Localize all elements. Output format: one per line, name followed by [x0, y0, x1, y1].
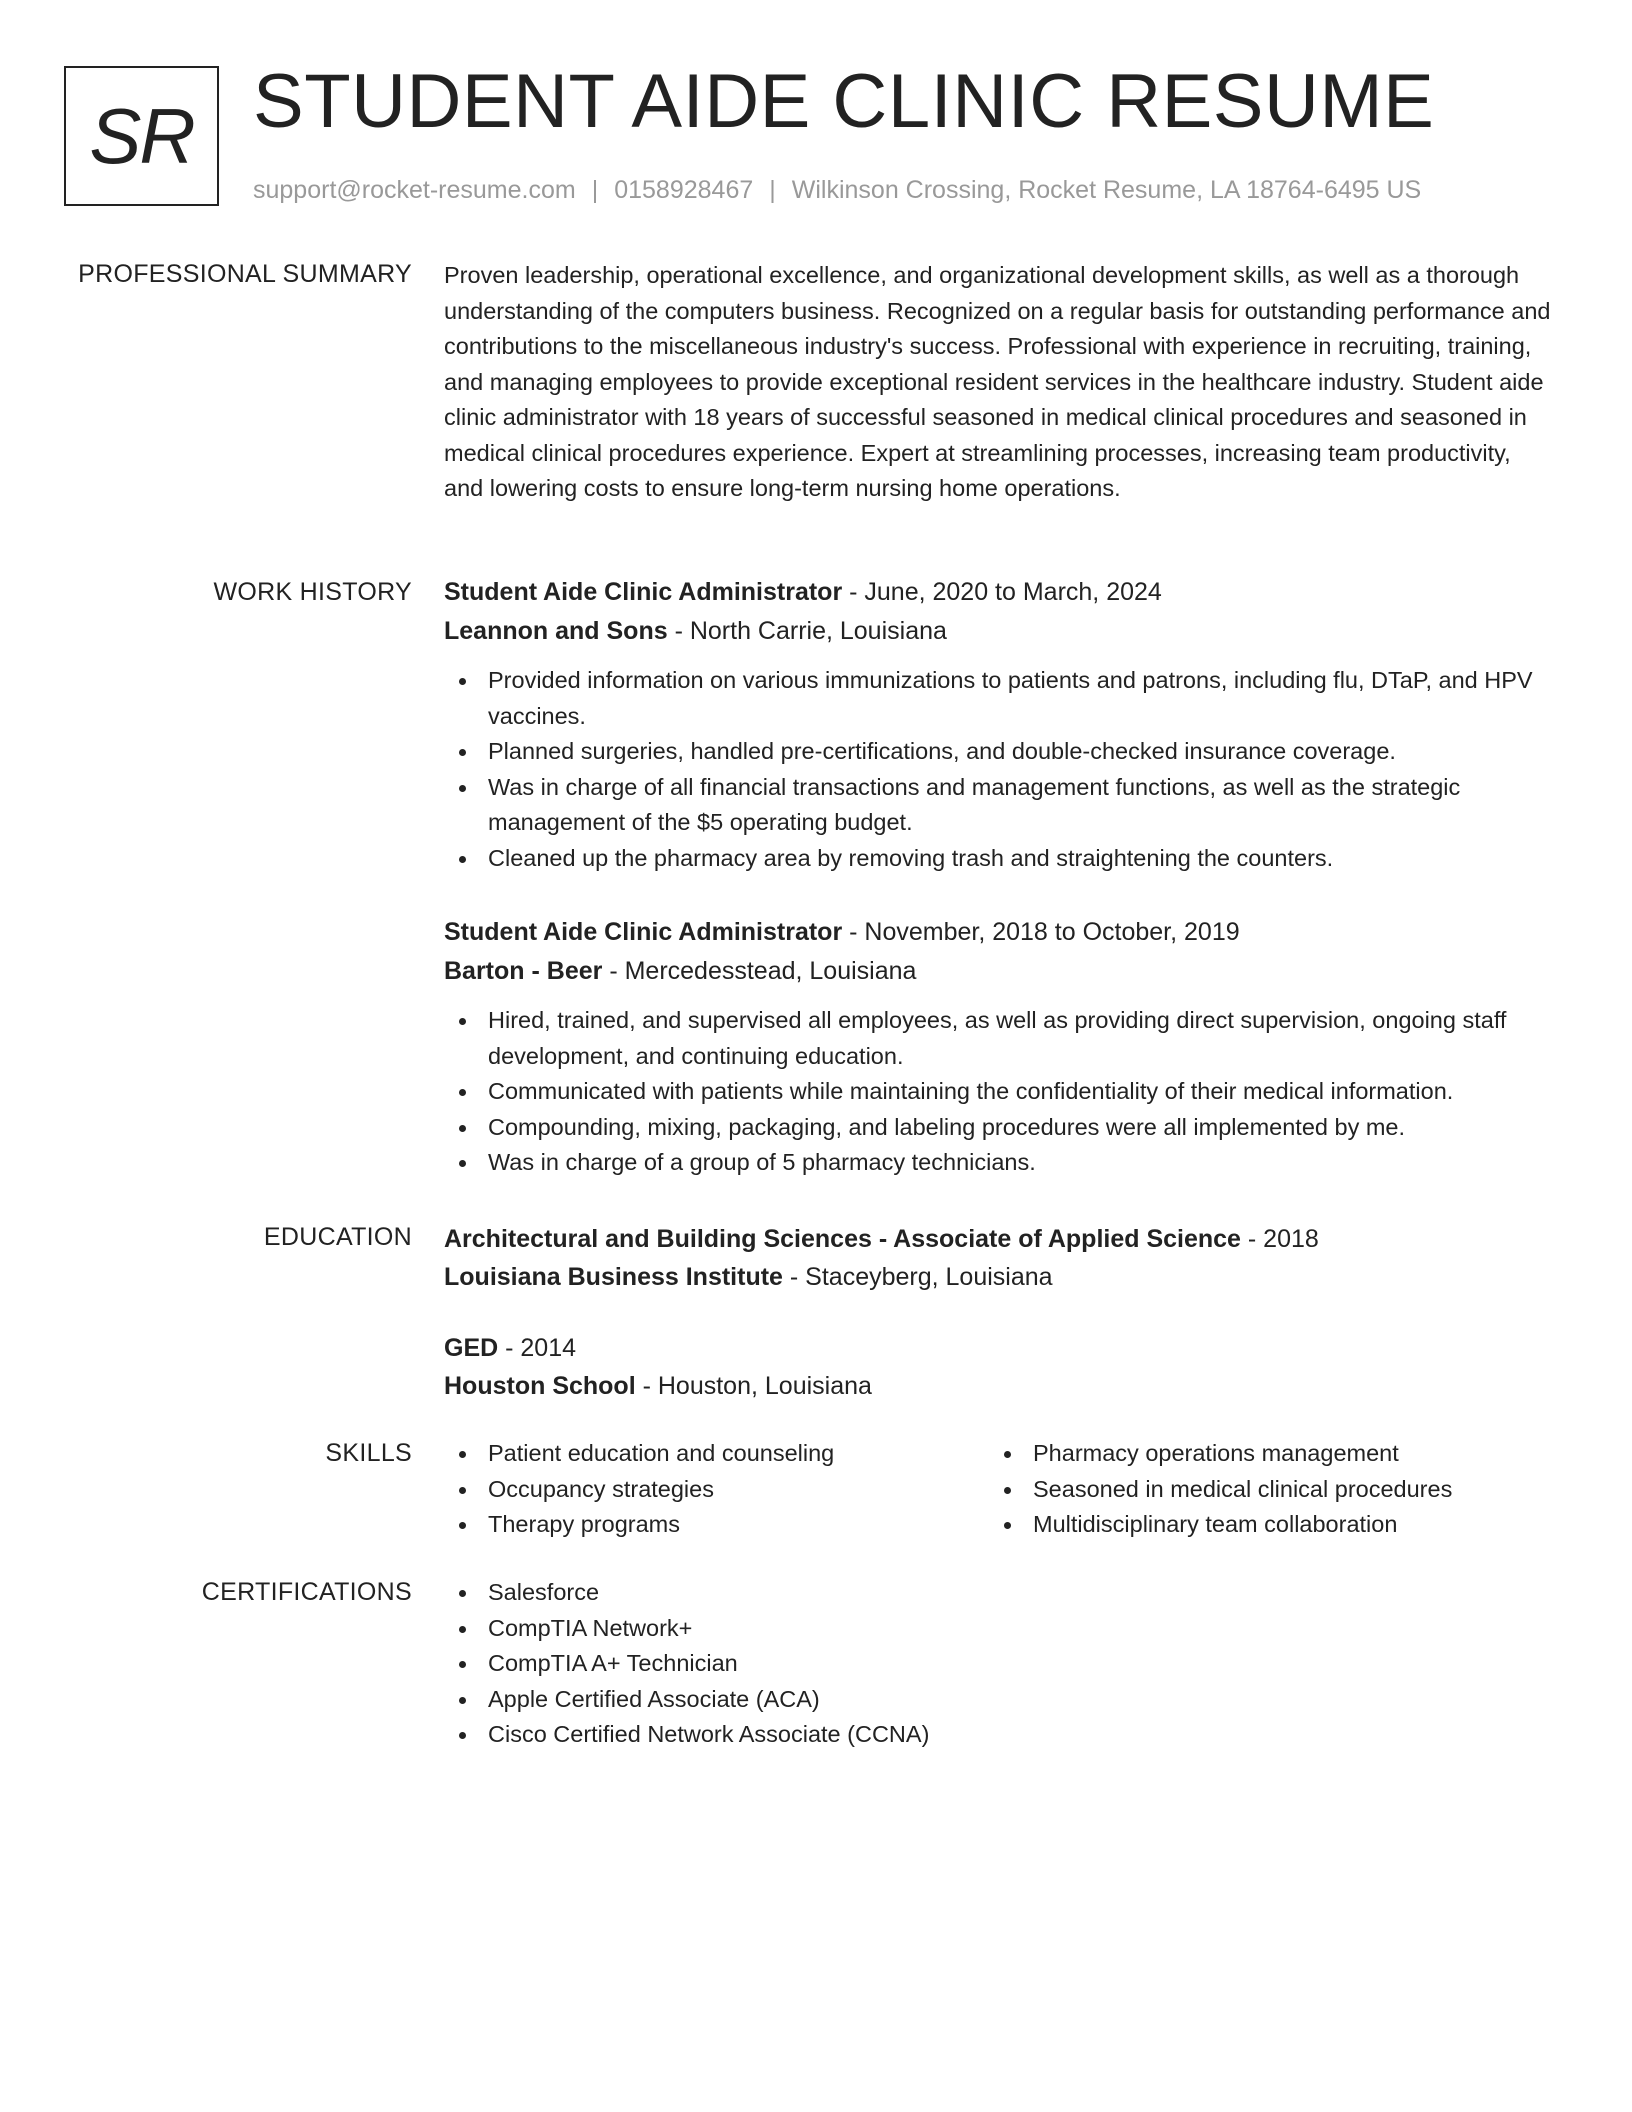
job-bullet: Was in charge of all financial transactions and management functions, as well as the strategic management of the $5 operating budget.	[444, 770, 1556, 841]
job-bullet: Hired, trained, and supervised all employees, as well as providing direct supervision, ongoing staff development, and continuing education.	[444, 1003, 1556, 1074]
certification-item: Salesforce	[444, 1575, 1556, 1611]
resume-title: STUDENT AIDE CLINIC RESUME	[253, 59, 1435, 144]
job-company-line	[444, 612, 1556, 651]
skills-column-right	[989, 1436, 1534, 1543]
education-year: - 2018	[1240, 1225, 1319, 1253]
summary-body	[444, 258, 1556, 507]
section-label-skills: SKILLS	[325, 1439, 412, 1467]
job-bullet: Cleaned up the pharmacy area by removing trash and straightening the counters.	[444, 841, 1556, 877]
certifications-list	[444, 1575, 1556, 1753]
education-entry	[444, 1220, 1556, 1296]
skills-list	[444, 1436, 989, 1543]
skills-column-left	[444, 1436, 989, 1543]
job-bullet-list	[444, 663, 1556, 876]
education-school: Houston School	[444, 1372, 636, 1400]
job-bullet: Communicated with patients while maintaining the confidentiality of their medical information.	[444, 1074, 1556, 1110]
certification-item: Cisco Certified Network Associate (CCNA)	[444, 1717, 1556, 1753]
education-year: - 2014	[498, 1334, 577, 1362]
skill-item: Therapy programs	[444, 1507, 989, 1543]
education-degree-line	[444, 1220, 1556, 1258]
job-dates: - November, 2018 to October, 2019	[842, 918, 1240, 946]
summary-text: Proven leadership, operational excellence, and organizational development skills, as well as a thorough understanding of the computers business. Recognized on a regular basis for outstanding performance and contributions to the miscellaneous industry's success. Professional with experience in recruiting, training, and managing employees to provide exceptional resident services in the healthcare industry. Student aide clinic administrator with 18 years of successful seasoned in medical clinical procedures and seasoned in medical clinical procedures experience. Expert at streamlining processes, increasing team productivity, and lowering costs to ensure long-term nursing home operations.	[444, 262, 1551, 501]
job-dates: - June, 2020 to March, 2024	[842, 578, 1162, 606]
education-degree: GED	[444, 1334, 499, 1362]
job-bullet: Planned surgeries, handled pre-certifications, and double-checked insurance coverage.	[444, 734, 1556, 770]
skill-item: Multidisciplinary team collaboration	[989, 1507, 1534, 1543]
education-school-line	[444, 1258, 1556, 1296]
education-school: Louisiana Business Institute	[444, 1263, 783, 1291]
job-bullet-list	[444, 1003, 1556, 1181]
monogram-logo: SR	[64, 66, 219, 206]
contact-separator: |	[591, 176, 599, 204]
skill-item: Occupancy strategies	[444, 1472, 989, 1508]
job-company: Barton - Beer	[444, 957, 603, 985]
job-bullet: Provided information on various immunizations to patients and patrons, including flu, DTaP, and HPV vaccines.	[444, 663, 1556, 734]
skill-item: Patient education and counseling	[444, 1436, 989, 1472]
skill-item: Pharmacy operations management	[989, 1436, 1534, 1472]
job-bullet: Compounding, mixing, packaging, and labeling procedures were all implemented by me.	[444, 1110, 1556, 1146]
section-label-certifications: CERTIFICATIONS	[201, 1578, 412, 1606]
job-entry	[444, 573, 1556, 876]
job-entry	[444, 913, 1556, 1181]
section-label-summary: PROFESSIONAL SUMMARY	[78, 260, 412, 288]
certification-item: CompTIA A+ Technician	[444, 1646, 1556, 1682]
education-degree-line	[444, 1329, 1556, 1367]
contact-phone: 0158928467	[614, 176, 754, 204]
job-location: - North Carrie, Louisiana	[667, 617, 947, 645]
skills-columns	[444, 1436, 1556, 1543]
job-title: Student Aide Clinic Administrator	[444, 578, 843, 606]
education-entry	[444, 1329, 1556, 1405]
job-bullet: Was in charge of a group of 5 pharmacy technicians.	[444, 1145, 1556, 1181]
skills-list	[989, 1436, 1534, 1543]
job-company: Leannon and Sons	[444, 617, 668, 645]
contact-separator: |	[769, 176, 776, 204]
contact-address: Wilkinson Crossing, Rocket Resume, LA 18764-6495 US	[791, 176, 1422, 204]
job-title-line	[444, 573, 1556, 612]
skill-item: Seasoned in medical clinical procedures	[989, 1472, 1534, 1508]
contact-line	[253, 173, 1421, 207]
education-school-line	[444, 1367, 1556, 1405]
certification-item: Apple Certified Associate (ACA)	[444, 1682, 1556, 1718]
contact-email: support@rocket-resume.com	[253, 176, 576, 204]
education-location: - Staceyberg, Louisiana	[782, 1263, 1053, 1291]
certification-item: CompTIA Network+	[444, 1611, 1556, 1647]
job-title-line	[444, 913, 1556, 952]
certifications-body	[444, 1575, 1556, 1753]
job-company-line	[444, 952, 1556, 991]
job-location: - Mercedesstead, Louisiana	[602, 957, 917, 985]
section-label-education: EDUCATION	[263, 1223, 412, 1251]
section-label-work-history: WORK HISTORY	[213, 578, 412, 606]
job-title: Student Aide Clinic Administrator	[444, 918, 843, 946]
education-location: - Houston, Louisiana	[635, 1372, 872, 1400]
education-degree: Architectural and Building Sciences - Associate of Applied Science	[444, 1225, 1241, 1253]
